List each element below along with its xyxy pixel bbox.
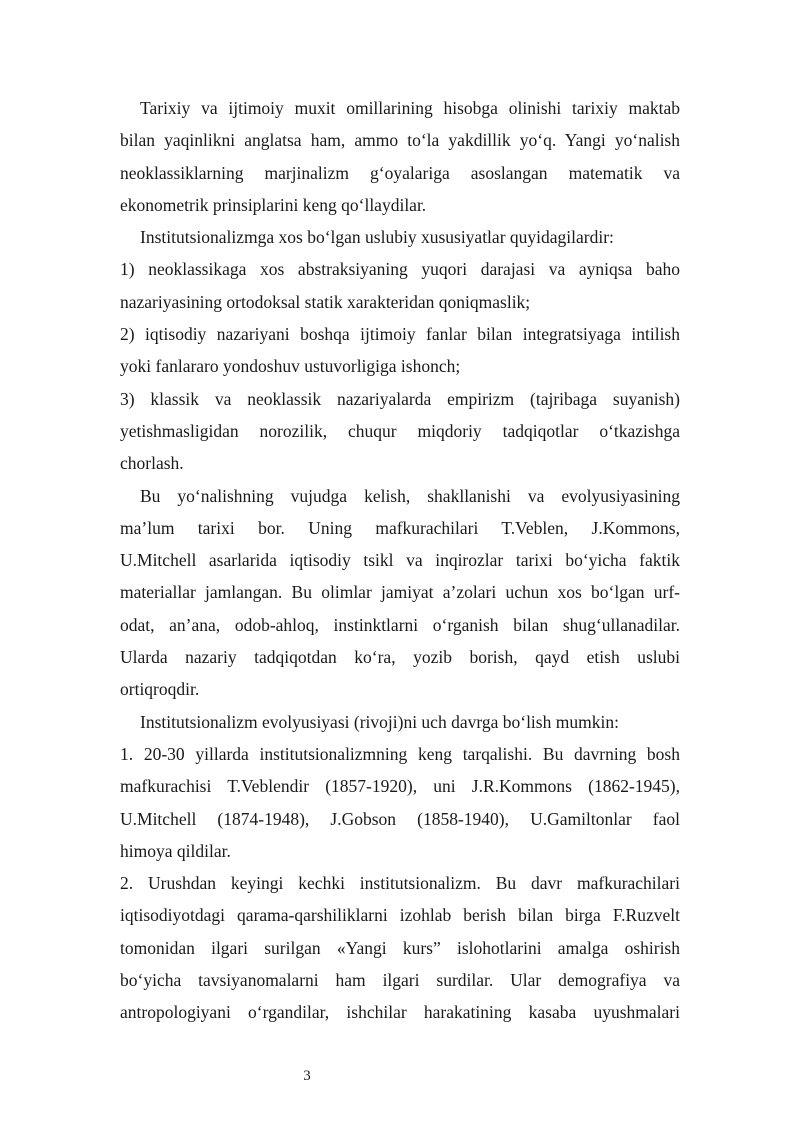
text-line: 3) klassik va neoklassik nazariyalarda empirizm (tajribaga suyanish) bbox=[120, 388, 680, 409]
text-line: odat, an’ana, odob-ahloq, instinktlarni o‘rganish bilan shug‘ullanadilar. bbox=[120, 614, 680, 635]
text-line: materiallar jamlangan. Bu olimlar jamiyat a’zolari uchun xos bo‘lgan urf- bbox=[120, 582, 680, 603]
body-text bbox=[120, 92, 680, 1029]
text-line: yetishmasligidan norozilik, chuqur miqdoriy tadqiqotlar o‘tkazishga bbox=[120, 420, 680, 441]
text-line: mafkurachisi T.Veblendir (1857-1920), uni J.R.Kommons (1862-1945), bbox=[120, 776, 680, 797]
text-line: tomonidan ilgari surilgan «Yangi kurs” islohotlarini amalga oshirish bbox=[120, 937, 680, 958]
text-line: himoya qildilar. bbox=[120, 840, 231, 861]
text-line: neoklassiklarning marjinalizm g‘oyalariga asoslangan matematik va bbox=[120, 162, 680, 183]
text-line: chorlash. bbox=[120, 453, 184, 474]
text-line: bo‘yicha tavsiyanomalarni ham ilgari surdilar. Ular demografiya va bbox=[120, 970, 680, 991]
text-line: Institutsionalizmga xos bo‘lgan uslubiy xususiyatlar quyidagilardir: bbox=[140, 227, 614, 248]
text-line: ma’lum tarixi bor. Uning mafkurachilari T.Veblen, J.Kommons, bbox=[120, 517, 680, 538]
text-line: nazariyasining ortodoksal statik xarakteridan qoniqmaslik; bbox=[120, 291, 531, 312]
text-line: 1) neoklassikaga xos abstraksiyaning yuqori darajasi va ayniqsa baho bbox=[120, 259, 680, 280]
text-line: bilan yaqinlikni anglatsa ham, ammo to‘la yakdillik yo‘q. Yangi yo‘nalish bbox=[120, 130, 680, 151]
text-line: Ularda nazariy tadqiqotdan ko‘ra, yozib borish, qayd etish uslubi bbox=[120, 647, 680, 668]
page-number: 3 bbox=[303, 1068, 311, 1084]
text-line: antropologiyani o‘rgandilar, ishchilar harakatining kasaba uyushmalari bbox=[120, 1002, 680, 1023]
text-line: Tarixiy va ijtimoiy muxit omillarining hisobga olinishi tarixiy maktab bbox=[140, 98, 680, 118]
text-line: 2) iqtisodiy nazariyani boshqa ijtimoiy fanlar bilan integratsiyaga intilish bbox=[120, 324, 680, 345]
text-line: Bu yo‘nalishning vujudga kelish, shakllanishi va evolyusiyasining bbox=[140, 485, 680, 506]
text-line: ortiqroqdir. bbox=[120, 679, 200, 700]
text-line: 1. 20-30 yillarda institutsionalizmning keng tarqalishi. Bu davrning bosh bbox=[120, 743, 680, 764]
text-line: iqtisodiyotdagi qarama-qarshiliklarni izohlab berish bilan birga F.Ruzvelt bbox=[120, 905, 680, 926]
text-line: U.Mitchell asarlarida iqtisodiy tsikl va inqirozlar tarixi bo‘yicha faktik bbox=[120, 550, 680, 571]
text-line: ekonometrik prinsiplarini keng qo‘llaydilar. bbox=[120, 194, 427, 215]
text-line: Institutsionalizm evolyusiyasi (rivoji)ni uch davrga bo‘lish mumkin: bbox=[140, 711, 619, 732]
text-line: yoki fanlararo yondoshuv ustuvorligiga ishonch; bbox=[120, 356, 461, 377]
text-line: 2. Urushdan keyingi kechki institutsionalizm. Bu davr mafkurachilari bbox=[120, 873, 680, 894]
text-line: U.Mitchell (1874-1948), J.Gobson (1858-1940), U.Gamiltonlar faol bbox=[120, 808, 680, 829]
